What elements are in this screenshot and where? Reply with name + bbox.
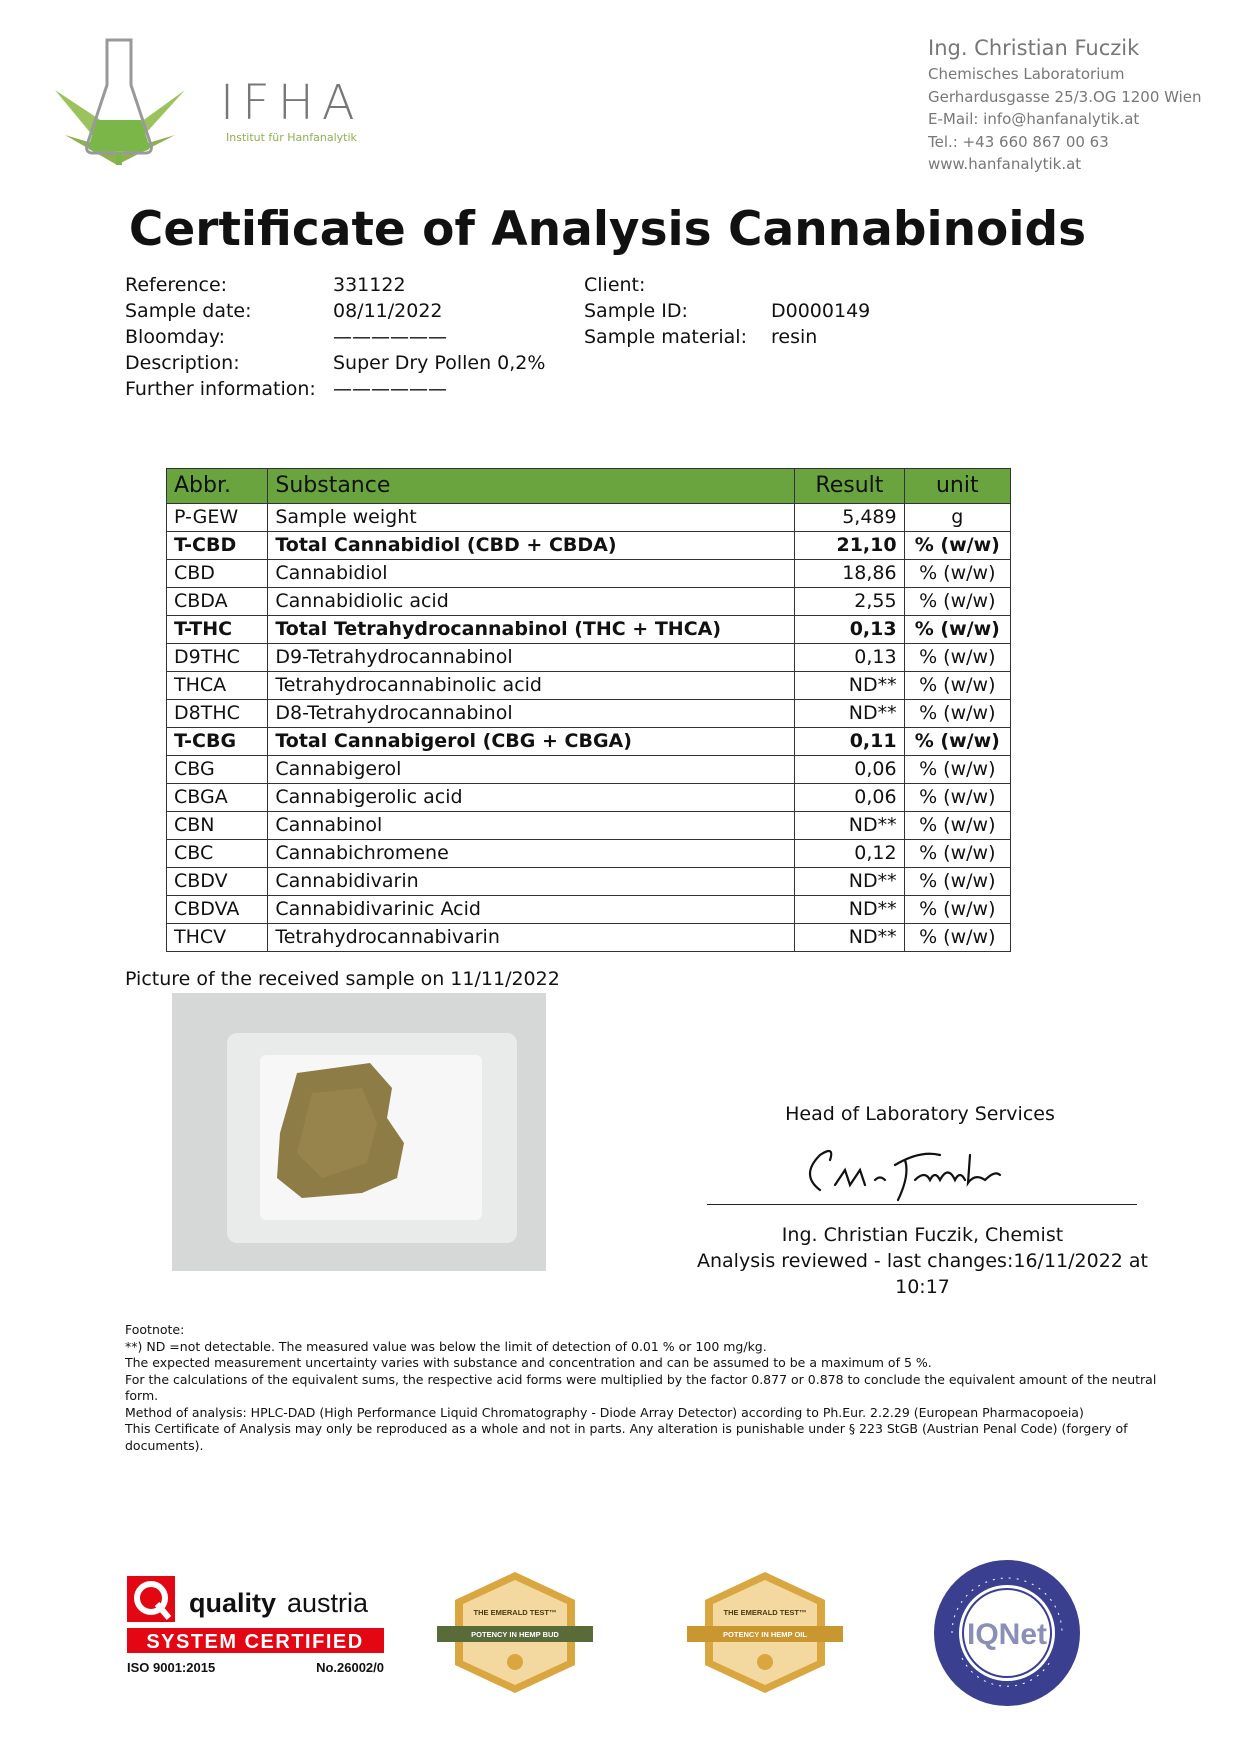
- logo-subtitle: Institut für Hanfanalytik: [226, 131, 357, 144]
- lab-line: www.hanfanalytik.at: [928, 155, 1082, 173]
- footnote-line: Footnote:: [125, 1322, 185, 1337]
- emerald-test-bud-badge: [435, 1570, 595, 1695]
- table-row: [167, 756, 1011, 784]
- cell-abbr: THCA: [167, 672, 268, 700]
- table-row: [167, 896, 1011, 924]
- cell-result: 21,10: [795, 532, 904, 560]
- cell-unit: % (w/w): [904, 700, 1010, 728]
- meta-value: resin: [771, 326, 818, 348]
- emerald-band: POTENCY IN HEMP BUD: [471, 1630, 559, 1639]
- cell-substance: Tetrahydrocannabivarin: [268, 924, 795, 952]
- cell-result: 18,86: [795, 560, 904, 588]
- meta-label: Further information:: [125, 378, 316, 400]
- cell-substance: Cannabidiol: [268, 560, 795, 588]
- cell-unit: % (w/w): [904, 896, 1010, 924]
- qa-brand-light: austria: [287, 1588, 369, 1618]
- cell-result: ND**: [795, 868, 904, 896]
- meta-left-values: [333, 272, 545, 402]
- cell-unit: % (w/w): [904, 784, 1010, 812]
- cell-substance: Tetrahydrocannabinolic acid: [268, 672, 795, 700]
- table-row: [167, 588, 1011, 616]
- cell-abbr: CBDA: [167, 588, 268, 616]
- meta-label: Sample ID:: [584, 300, 688, 322]
- table-row: [167, 672, 1011, 700]
- cell-abbr: D9THC: [167, 644, 268, 672]
- footnote-line: Method of analysis: HPLC-DAD (High Performance Liquid Chromatography - Diode Array Detector) according to Ph.Eur. 2.2.29 (European Pharmacopoeia): [125, 1404, 1084, 1420]
- page-title: Certificate of Analysis Cannabinoids: [128, 202, 1087, 257]
- cell-result: 5,489: [795, 504, 904, 532]
- qa-brand-bold: quality: [189, 1588, 277, 1618]
- meta-value: [771, 272, 870, 298]
- header-unit: unit: [904, 469, 1010, 504]
- meta-label: Reference:: [125, 274, 228, 296]
- table-row: [167, 868, 1011, 896]
- cell-abbr: CBDV: [167, 868, 268, 896]
- qa-iso: ISO 9001:2015: [127, 1660, 216, 1675]
- cell-abbr: CBD: [167, 560, 268, 588]
- cell-unit: % (w/w): [904, 672, 1010, 700]
- emerald-title: THE EMERALD TEST™: [723, 1608, 807, 1617]
- cell-substance: Sample weight: [268, 504, 795, 532]
- cell-result: ND**: [795, 924, 904, 952]
- lab-address: [928, 33, 1202, 176]
- cell-substance: Cannabichromene: [268, 840, 795, 868]
- footnote-line: **) ND =not detectable. The measured value was below the limit of detection of 0.01 % or 100 mg/kg.: [125, 1338, 767, 1354]
- meta-right-labels: [584, 272, 747, 350]
- table-row: [167, 728, 1011, 756]
- header-substance: Substance: [268, 469, 795, 504]
- cell-unit: % (w/w): [904, 644, 1010, 672]
- cell-abbr: CBC: [167, 840, 268, 868]
- cell-abbr: T-CBG: [167, 728, 268, 756]
- picture-caption: Picture of the received sample on 11/11/2022: [125, 968, 560, 990]
- cell-result: ND**: [795, 700, 904, 728]
- meta-value: ——————: [333, 326, 447, 348]
- table-header-row: [167, 469, 1011, 504]
- meta-right-values: [771, 272, 870, 350]
- table-row: [167, 616, 1011, 644]
- table-row: [167, 840, 1011, 868]
- table-row: [167, 700, 1011, 728]
- cell-result: 0,06: [795, 784, 904, 812]
- footnote-line: The expected measurement uncertainty varies with substance and concentration and can be assumed to be a maximum of 5 %.: [125, 1355, 932, 1370]
- qa-system-certified: SYSTEM CERTIFIED: [146, 1631, 364, 1653]
- cell-result: 0,06: [795, 756, 904, 784]
- iqnet-label: IQNet: [966, 1618, 1048, 1651]
- footnote-line: For the calculations of the equivalent sums, the respective acid forms were multiplied by the factor 0.877 or 0.878 to conclude the equivalent amount of the neutral form.: [125, 1371, 1157, 1403]
- meta-label: Client:: [584, 274, 646, 296]
- cell-result: ND**: [795, 672, 904, 700]
- cell-result: 2,55: [795, 588, 904, 616]
- lab-line: Chemisches Laboratorium: [928, 65, 1125, 83]
- cell-result: 0,13: [795, 644, 904, 672]
- table-row: [167, 560, 1011, 588]
- review-date: Analysis reviewed - last changes:16/11/2022 at 10:17: [696, 1250, 1149, 1298]
- cell-abbr: THCV: [167, 924, 268, 952]
- cell-substance: D9-Tetrahydrocannabinol: [268, 644, 795, 672]
- cell-unit: g: [904, 504, 1010, 532]
- cell-unit: % (w/w): [904, 616, 1010, 644]
- cell-substance: Total Cannabigerol (CBG + CBGA): [268, 728, 795, 756]
- emerald-title: THE EMERALD TEST™: [473, 1608, 557, 1617]
- iqnet-certified-badge: [932, 1558, 1082, 1708]
- lab-line: Gerhardusgasse 25/3.OG 1200 Wien: [928, 87, 1202, 106]
- cell-unit: % (w/w): [904, 812, 1010, 840]
- cell-abbr: CBG: [167, 756, 268, 784]
- table-row: [167, 784, 1011, 812]
- cell-substance: Total Cannabidiol (CBD + CBDA): [268, 532, 795, 560]
- lab-line: E-Mail: info@hanfanalytik.at: [928, 110, 1140, 128]
- signature-details: [680, 1222, 1165, 1300]
- meta-value: 08/11/2022: [333, 300, 443, 322]
- cell-substance: Cannabidivarinic Acid: [268, 896, 795, 924]
- cell-unit: % (w/w): [904, 560, 1010, 588]
- chemist-name: Ing. Christian Fuczik, Chemist: [781, 1224, 1064, 1246]
- meta-value: 331122: [333, 274, 406, 296]
- cell-substance: Cannabidivarin: [268, 868, 795, 896]
- cell-result: 0,13: [795, 616, 904, 644]
- cell-unit: % (w/w): [904, 728, 1010, 756]
- cell-abbr: T-CBD: [167, 532, 268, 560]
- table-row: [167, 504, 1011, 532]
- cell-substance: D8-Tetrahydrocannabinol: [268, 700, 795, 728]
- results-body: [167, 504, 1011, 952]
- lab-line: Tel.: +43 660 867 00 63: [928, 132, 1109, 151]
- cell-abbr: D8THC: [167, 700, 268, 728]
- cell-unit: % (w/w): [904, 868, 1010, 896]
- cell-result: 0,12: [795, 840, 904, 868]
- footnote-line: This Certificate of Analysis may only be reproduced as a whole and not in parts. Any alteration is punishable under § 223 StGB (Austrian Penal Code) (forgery of documents).: [125, 1421, 1128, 1453]
- cell-unit: % (w/w): [904, 532, 1010, 560]
- table-row: [167, 812, 1011, 840]
- emerald-test-oil-badge: [685, 1570, 845, 1695]
- table-row: [167, 532, 1011, 560]
- qa-number: No.26002/0: [316, 1660, 384, 1675]
- flask-icon: [87, 40, 152, 165]
- signature-line: [707, 1204, 1137, 1205]
- cell-abbr: P-GEW: [167, 504, 268, 532]
- cell-unit: % (w/w): [904, 756, 1010, 784]
- quality-austria-badge: [127, 1576, 384, 1676]
- meta-label: Sample material:: [584, 326, 747, 348]
- cell-abbr: T-THC: [167, 616, 268, 644]
- cell-result: ND**: [795, 896, 904, 924]
- handwritten-signature: [790, 1135, 1030, 1205]
- header-result: Result: [795, 469, 904, 504]
- cell-abbr: CBDVA: [167, 896, 268, 924]
- cell-unit: % (w/w): [904, 840, 1010, 868]
- cell-unit: % (w/w): [904, 588, 1010, 616]
- cell-substance: Cannabidiolic acid: [268, 588, 795, 616]
- meta-left-labels: [125, 272, 316, 402]
- cell-substance: Cannabigerolic acid: [268, 784, 795, 812]
- cell-result: ND**: [795, 812, 904, 840]
- meta-value: ——————: [333, 378, 447, 400]
- meta-value: Super Dry Pollen 0,2%: [333, 352, 546, 374]
- meta-value: D0000149: [771, 300, 871, 322]
- lab-name: Ing. Christian Fuczik: [928, 36, 1140, 60]
- footnote: [125, 1322, 1165, 1454]
- table-row: [167, 924, 1011, 952]
- cell-abbr: CBGA: [167, 784, 268, 812]
- signature-title: Head of Laboratory Services: [785, 1103, 1055, 1125]
- cell-substance: Cannabigerol: [268, 756, 795, 784]
- cell-substance: Cannabinol: [268, 812, 795, 840]
- sample-photo: [172, 993, 546, 1271]
- meta-label: Description:: [125, 352, 240, 374]
- cell-abbr: CBN: [167, 812, 268, 840]
- results-table: [166, 468, 1011, 952]
- meta-label: Sample date:: [125, 300, 252, 322]
- emerald-band: POTENCY IN HEMP OIL: [723, 1630, 807, 1639]
- cell-unit: % (w/w): [904, 924, 1010, 952]
- meta-label: Bloomday:: [125, 326, 226, 348]
- cell-result: 0,11: [795, 728, 904, 756]
- logo-wordmark: IFHA: [220, 75, 363, 131]
- table-row: [167, 644, 1011, 672]
- cell-substance: Total Tetrahydrocannabinol (THC + THCA): [268, 616, 795, 644]
- header-abbr: Abbr.: [167, 469, 268, 504]
